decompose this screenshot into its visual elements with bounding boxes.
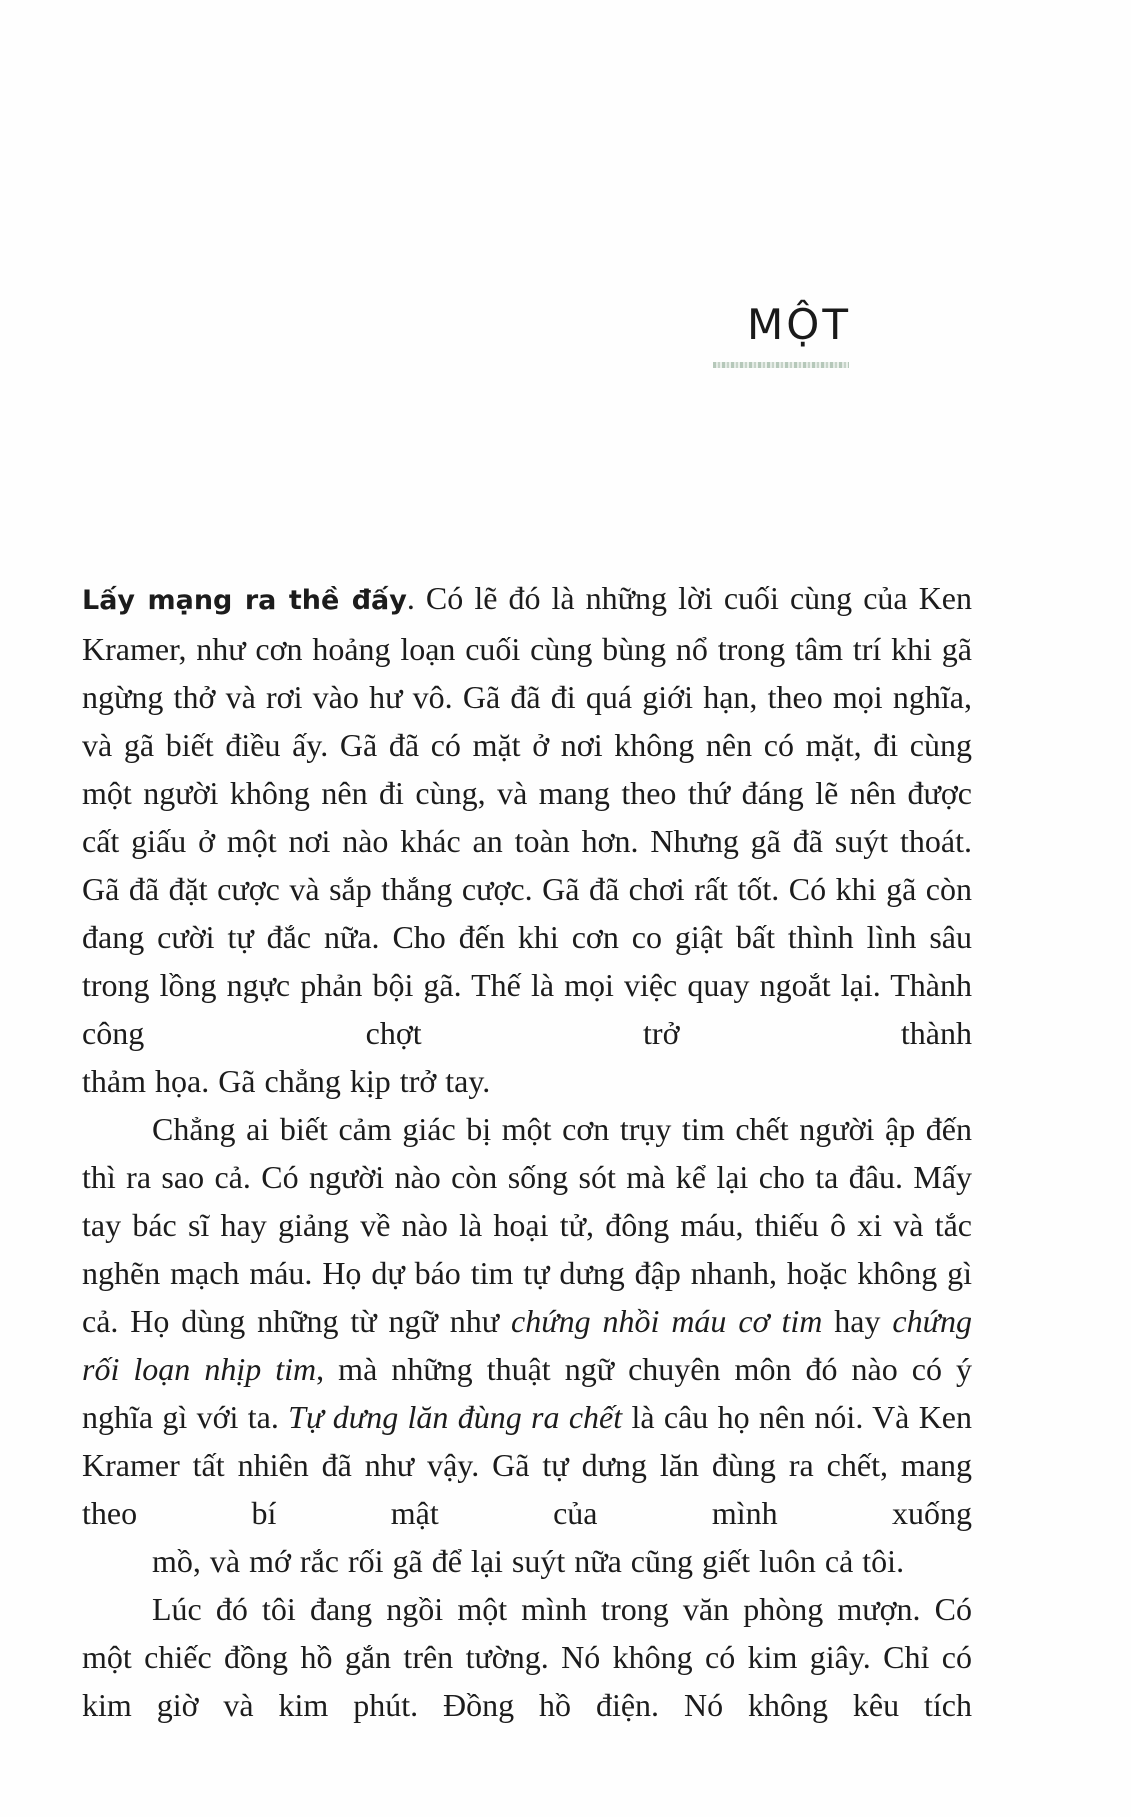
italic-term: chứng rối loạn nhịp tim <box>82 1303 973 1387</box>
paragraph-2 <box>82 1105 972 1585</box>
paragraph-text: hay <box>822 1303 893 1339</box>
italic-term: chứng nhồi máu cơ tim <box>511 1303 823 1339</box>
paragraph-text: , mà những thuật ngữ chuyên môn đó nào có ý nghĩa gì với ta. <box>82 1351 973 1435</box>
paragraph-text: là câu họ nên nói. Và Ken Kramer tất nhiên đã như vậy. Gã tự dưng lăn đùng ra chết, mang theo bí mật của mình xuống <box>82 1399 973 1531</box>
paragraph-last-line: thảm họa. Gã chẳng kịp trở tay. <box>82 1063 491 1099</box>
lead-phrase: Lấy mạng ra thề đấy <box>82 585 407 616</box>
paragraph-text: Lúc đó tôi đang ngồi một mình trong văn phòng mượn. Có một chiếc đồng hồ gắn trên tường. Nó không có kim giây. Chỉ có kim giờ và kim phút. Đồng hồ điện. Nó không kêu tích <box>82 1591 972 1723</box>
chapter-ornament <box>713 362 849 368</box>
paragraph-last-line: mồ, và mớ rắc rối gã để lại suýt nữa cũng giết luôn cả tôi. <box>152 1543 905 1579</box>
paragraph-3 <box>82 1585 972 1729</box>
italic-phrase: Tự dưng lăn đùng ra chết <box>288 1399 623 1435</box>
paragraph-text: Chẳng ai biết cảm giác bị một cơn trụy tim chết người ập đến thì ra sao cả. Có người nào còn sống sót mà kể lại cho ta đâu. Mấy tay bác sĩ hay giảng về nào là hoại tử, đông máu, thiếu ô xi và tắc nghẽn mạch máu. Họ dự báo tim tự dưng đập nhanh, hoặc không gì cả. Họ dùng những từ ngữ như <box>82 1111 972 1339</box>
chapter-title: MỘT <box>747 300 851 349</box>
body-text <box>82 574 972 1729</box>
paragraph-1 <box>82 574 972 1105</box>
paragraph-text: . Có lẽ đó là những lời cuối cùng của Ken Kramer, như cơn hoảng loạn cuối cùng bùng nổ trong tâm trí khi gã ngừng thở và rơi vào hư vô. Gã đã đi quá giới hạn, theo mọi nghĩa, và gã biết điều ấy. Gã đã có mặt ở nơi không nên có mặt, đi cùng một người không nên đi cùng, và mang theo thứ đáng lẽ nên được cất giấu ở một nơi nào khác an toàn hơn. Nhưng gã đã suýt thoát. Gã đã đặt cược và sắp thắng cược. Gã đã chơi rất tốt. Có khi gã còn đang cười tự đắc nữa. Cho đến khi cơn co giật bất thình lình sâu trong lồng ngực phản bội gã. Thế là mọi việc quay ngoắt lại. Thành công chợt trở thành <box>82 580 973 1051</box>
